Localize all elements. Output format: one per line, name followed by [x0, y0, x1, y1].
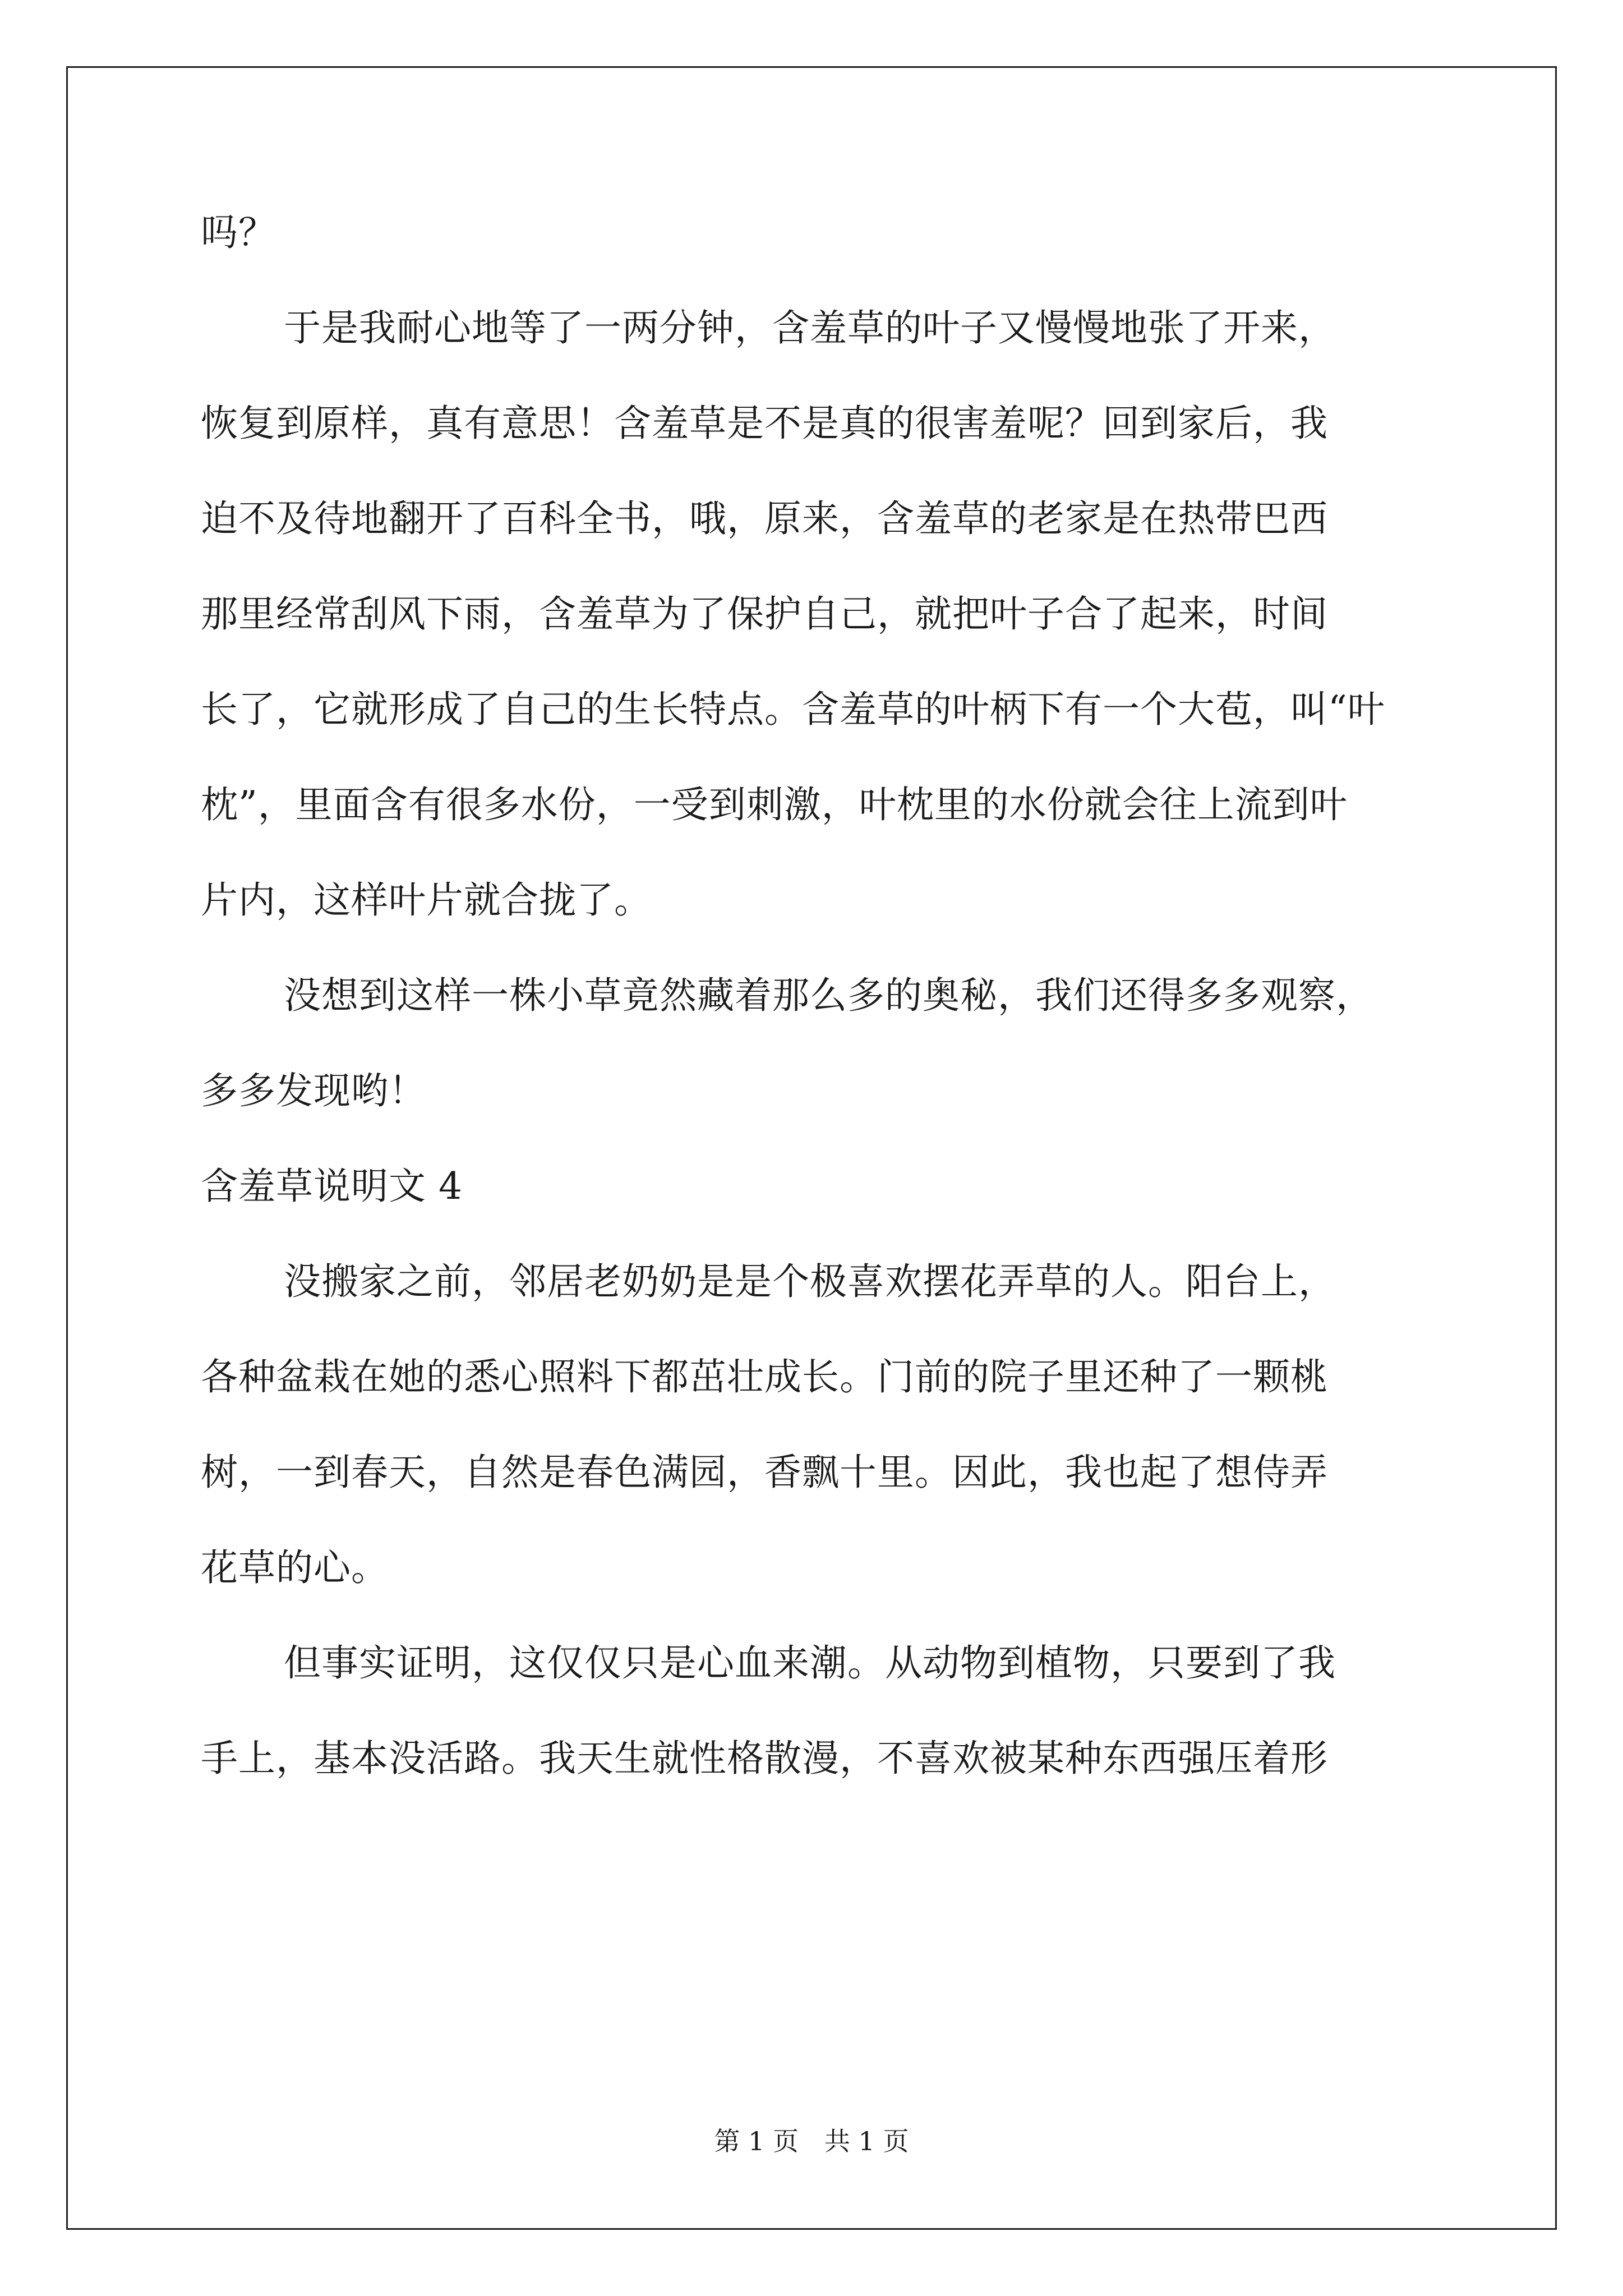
text-line: 那里经常刮风下雨，含羞草为了保护自己，就把叶子合了起来，时间: [201, 592, 1328, 636]
text-line: 迫不及待地翻开了百科全书，哦，原来，含羞草的老家是在热带巴西: [201, 497, 1328, 540]
page-border: [66, 66, 1557, 2230]
page-number-footer: 第 1 页 共 1 页: [714, 2126, 909, 2156]
text-line: 恢复到原样，真有意思！含羞草是不是真的很害羞呢？回到家后，我: [201, 402, 1328, 445]
paragraph-start-line: 没想到这样一株小草竟然藏着那么多的奥秘，我们还得多多观察，: [284, 974, 1373, 1017]
text-line: 片内，这样叶片就合拢了。: [201, 878, 652, 922]
section-heading: 含羞草说明文 4: [201, 1165, 463, 1208]
text-line: 花草的心。: [201, 1546, 389, 1589]
paragraph-start-line: 没搬家之前，邻居老奶奶是是个极喜欢摆花弄草的人。阳台上，: [284, 1260, 1336, 1303]
text-line: 长了，它就形成了自己的生长特点。含羞草的叶柄下有一个大苞，叫“叶: [201, 688, 1385, 731]
paragraph-start-line: 但事实证明，这仅仅只是心血来潮。从动物到植物，只要到了我: [284, 1641, 1336, 1685]
paragraph-start-line: 于是我耐心地等了一两分钟，含羞草的叶子又慢慢地张了开来，: [284, 306, 1336, 349]
text-line: 多多发现哟！: [201, 1069, 426, 1112]
text-line: 各种盆栽在她的悉心照料下都茁壮成长。门前的院子里还种了一颗桃: [201, 1355, 1328, 1398]
text-line: 吗？: [201, 211, 276, 254]
text-line: 树，一到春天，自然是春色满园，香飘十里。因此，我也起了想侍弄: [201, 1451, 1328, 1494]
text-line: 手上，基本没活路。我天生就性格散漫，不喜欢被某种东西强压着形: [201, 1737, 1328, 1780]
text-line: 枕”，里面含有很多水份，一受到刺激，叶枕里的水份就会往上流到叶: [201, 783, 1348, 826]
